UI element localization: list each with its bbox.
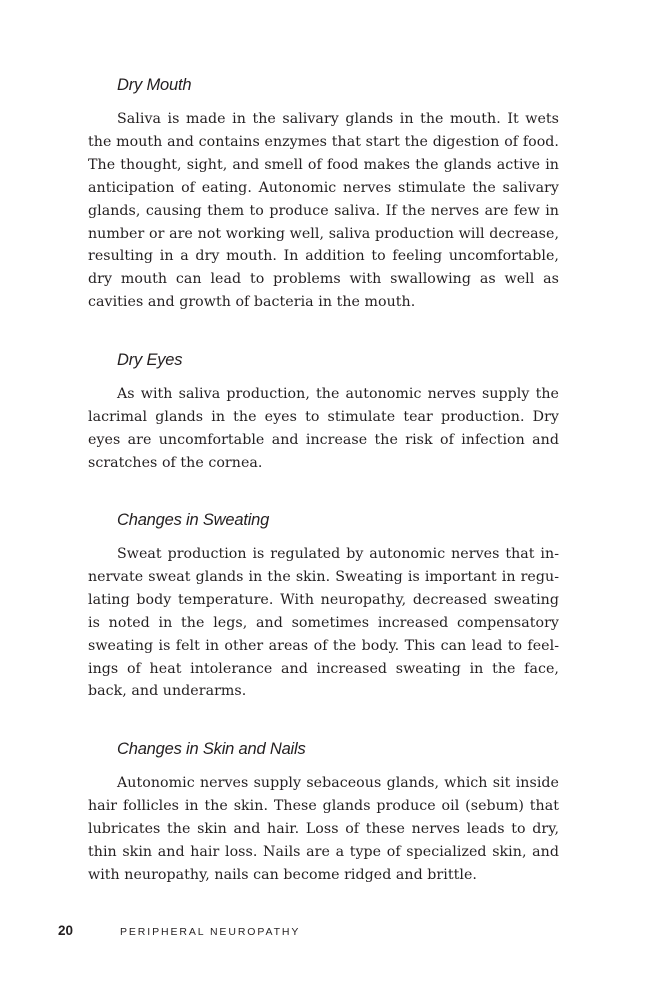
section-changes-in-skin-and-nails <box>88 739 559 887</box>
section-paragraph: Sweat production is regulated by autonomic nerves that innervate sweat glands in the skin. Sweating is important in regulating body temperature. With neuropathy, decreased sweating is noted in the legs, and sometimes increased compensatory sweating is felt in other areas of the body. This can lead to feelings of heat intolerance and increased sweating in the face, back, and underarms. <box>88 546 559 700</box>
section-paragraph: Saliva is made in the salivary glands in the mouth. It wets the mouth and contains enzymes that start the digestion of food. The thought, sight, and smell of food makes the glands active in anticipation of eating. Autonomic nerves stimulate the salivary glands, causing them to produce saliva. If the nerves are few in number or are not working well, saliva production will decrease, resulting in a dry mouth. In addition to feeling uncomfortable, dry mouth can lead to problems with swallowing as well as cavities and growth of bacteria in the mouth. <box>88 111 559 311</box>
running-title: PERIPHERAL NEUROPATHY <box>120 926 301 938</box>
section-dry-eyes <box>88 350 559 475</box>
page-footer <box>58 922 558 940</box>
section-paragraph: Autonomic nerves supply sebaceous glands, which sit inside hair follicles in the skin. These glands produce oil (sebum) that lubricates the skin and hair. Loss of these nerves leads to dry, thin skin and hair loss. Nails are a type of specialized skin, and with neuropathy, nails can become ridged and brittle. <box>88 775 559 883</box>
section-heading: Changes in Sweating <box>117 511 270 529</box>
section-dry-mouth <box>88 75 559 314</box>
page-number: 20 <box>58 923 74 938</box>
section-heading: Changes in Skin and Nails <box>117 740 306 758</box>
section-heading: Dry Eyes <box>117 351 183 369</box>
section-heading: Dry Mouth <box>117 76 192 94</box>
section-paragraph: As with saliva production, the autonomic nerves supply the lacrimal glands in the eyes to stimulate tear production. Dry eyes are uncomfortable and increase the risk of infection and scratches of the cornea. <box>88 386 559 471</box>
section-changes-in-sweating <box>88 510 559 703</box>
